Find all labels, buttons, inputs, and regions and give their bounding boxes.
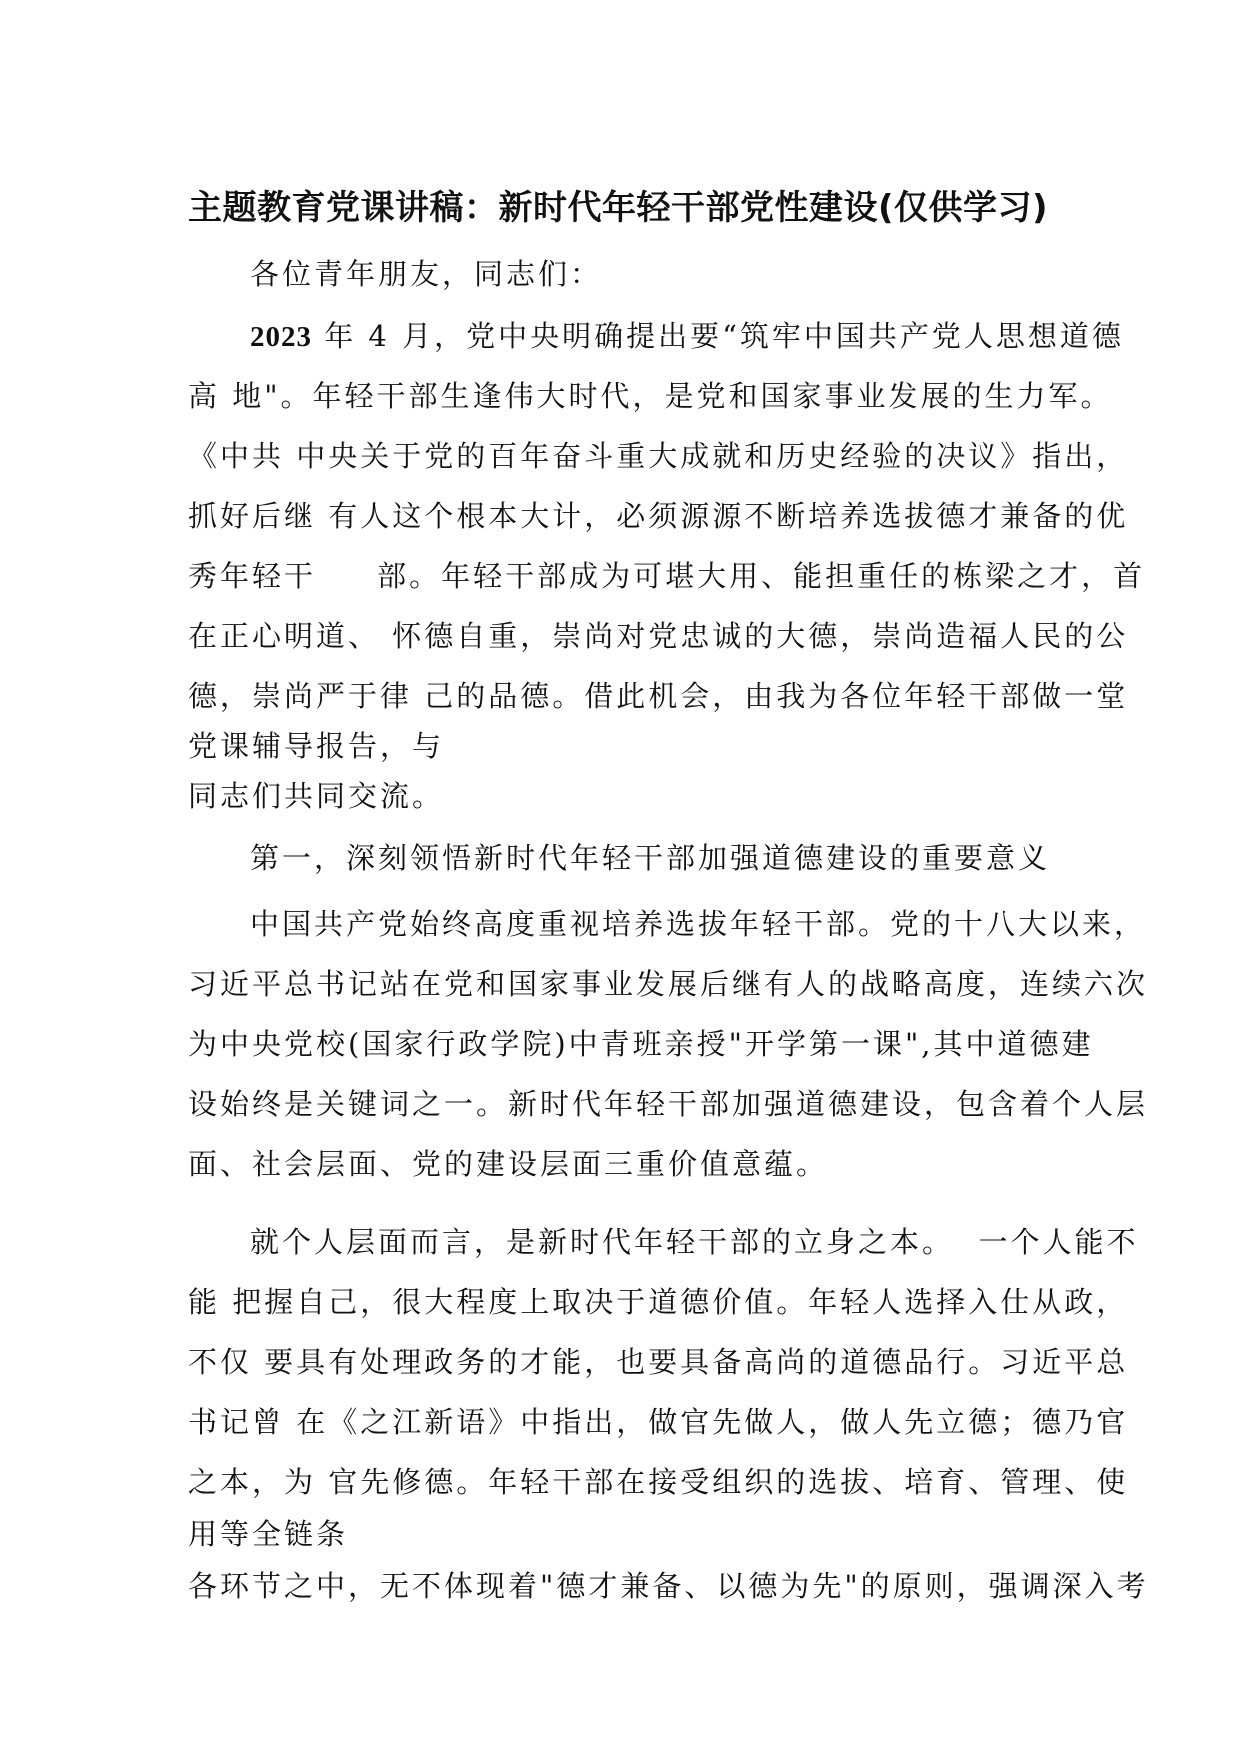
year-number: 2023 — [250, 321, 312, 353]
paragraph-1-line-5: 秀年轻干 部。年轻干部成为可堪大用、能担重任的栋梁之才，首 — [188, 559, 1146, 593]
paragraph-1-line-1-text: 年 4 月，党中央明确提出要“筑牢中国共产党人思想道德 — [312, 319, 1124, 353]
paragraph-1-line-3: 《中共 中央关于党的百年奋斗重大成就和历史经验的决议》指出， — [188, 439, 1129, 473]
document-title: 主题教育党课讲稿：新时代年轻干部党性建设(仅供学习) — [188, 188, 1049, 228]
paragraph-1-line-2: 高 地"。年轻干部生逢伟大时代，是党和国家事业发展的生力军。 — [188, 379, 1113, 413]
paragraph-1-line-8: 党课辅导报告，与 — [188, 729, 445, 763]
paragraph-1-line-7: 德，崇尚严于律 己的品德。借此机会，由我为各位年轻干部做一堂 — [188, 679, 1129, 713]
paragraph-2-line-5: 面、社会层面、党的建设层面三重价值意蕴。 — [188, 1147, 829, 1181]
paragraph-3-line-2: 能 把握自己，很大程度上取决于道德价值。年轻人选择入仕从政， — [188, 1285, 1129, 1319]
paragraph-1-line-4: 抓好后继 有人这个根本大计，必须源源不断培养选拔德才兼备的优 — [188, 499, 1129, 533]
paragraph-3-line-6: 用等全链条 — [188, 1517, 349, 1551]
paragraph-1-line-9: 同志们共同交流。 — [188, 779, 445, 813]
paragraph-3-line-4: 书记曾 在《之江新语》中指出，做官先做人，做人先立德；德乃官 — [188, 1405, 1129, 1439]
paragraph-2-line-4: 设始终是关键词之一。新时代年轻干部加强道德建设，包含着个人层 — [188, 1087, 1149, 1121]
paragraph-2-line-3: 为中央党校(国家行政学院)中青班亲授"开学第一课",其中道德建 — [188, 1027, 1094, 1061]
paragraph-3-line-1: 就个人层面而言，是新时代年轻干部的立身之本。 一个人能不 — [250, 1225, 1139, 1259]
section-heading: 第一，深刻领悟新时代年轻干部加强道德建设的重要意义 — [250, 841, 1051, 875]
paragraph-3-line-5: 之本，为 官先修德。年轻干部在接受组织的选拔、培育、管理、使 — [188, 1465, 1129, 1499]
paragraph-2-line-2: 习近平总书记站在党和国家事业发展后继有人的战略高度，连续六次 — [188, 967, 1149, 1001]
paragraph-3-line-7: 各环节之中，无不体现着"德才兼备、以德为先"的原则，强调深入考 — [188, 1569, 1149, 1603]
greeting: 各位青年朋友，同志们： — [250, 257, 603, 291]
paragraph-1-line-6: 在正心明道、 怀德自重，崇尚对党忠诚的大德，崇尚造福人民的公 — [188, 619, 1129, 653]
paragraph-2-line-1: 中国共产党始终高度重视培养选拔年轻干部。党的十八大以来， — [250, 907, 1147, 941]
paragraph-1-line-1 — [250, 316, 1124, 357]
paragraph-3-line-3: 不仅 要具有处理政务的才能，也要具备高尚的道德品行。习近平总 — [188, 1345, 1129, 1379]
